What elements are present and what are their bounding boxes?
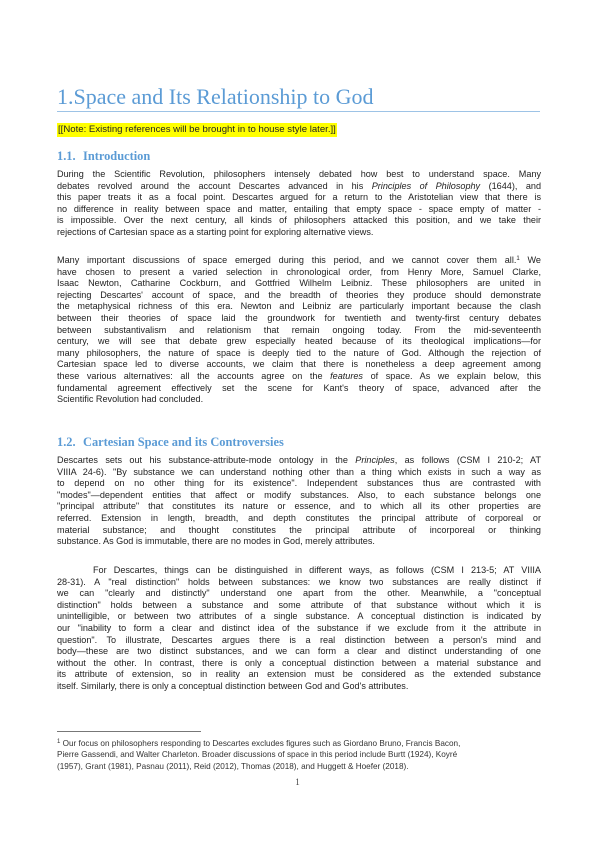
text-run: body—these are two distinct substances, and we can form a clear and distinct understanding of one (57, 646, 541, 657)
text-run: we can "clearly and distinctly" understand one apart from the other. Meanwhile, a "conceptual (57, 588, 541, 599)
text-run: between their theories of space laid the groundwork for twentieth and twenty-first century debates (57, 312, 541, 323)
text-line (57, 588, 541, 600)
footnote-separator (57, 731, 201, 732)
text-line (57, 192, 541, 204)
text-line (57, 313, 541, 325)
text-run: of space. As we explain below, this (362, 370, 541, 381)
page-number: 1 (295, 777, 300, 787)
text-run: no difference in reality between space and matter, entailing that empty space - space empty of matter - (57, 203, 541, 214)
text-line (57, 455, 541, 467)
text-line (57, 325, 541, 337)
text-line (57, 536, 541, 548)
text-run: century, we will see that debate grew especially heated because of its theological implications—for (57, 336, 541, 347)
text-line (57, 169, 541, 181)
text-line (57, 501, 541, 513)
text-run: to depend on no other thing for its existence". Independent substances thus are contrasted with (57, 478, 541, 489)
text-line (57, 278, 541, 290)
text-line (57, 267, 541, 279)
text-run: (1644), and (480, 180, 542, 191)
text-line (57, 635, 541, 647)
text-run: question". To illustrate, Descartes argues there is a real distinction between a person's mind and (57, 634, 541, 645)
text-run: our "inability to form a clear and distinct idea of the substance if we exclude from it the attribute in (57, 622, 541, 633)
text-line (57, 467, 541, 479)
text-run: many philosophers, the nature of space is deeply tied to the nature of God. Although the rejection of (57, 347, 541, 358)
text-line (57, 681, 541, 693)
text-run: 28-31). A "real distinction" holds between substances: we know two substances are really distinct if (57, 576, 541, 587)
italic-run: features (330, 370, 363, 381)
text-run: have chosen to present a varied selection in chronological order, from Henry More, Samuel Clarke, (57, 266, 541, 277)
text-line (93, 565, 541, 577)
text-line (57, 371, 541, 383)
text-run: this paper treats it as a focal point. Descartes argued for a return to the Aristotelian view that there is (57, 192, 541, 203)
text-run: Scientific Revolution had concluded. (57, 394, 204, 405)
text-line (57, 290, 541, 302)
section-title: Cartesian Space and its Controversies (83, 435, 284, 449)
text-run: debates revolved around the account Descartes advanced in his (57, 180, 372, 191)
text-run: itself. Similarly, there is only a conceptual distinction between God and God's attributes. (57, 680, 409, 691)
section-number: 1.2. (57, 435, 76, 449)
text-run: rejecting Descartes' account of space, and the breadth of theories they produce should demonstrate (57, 289, 541, 300)
text-run: substance. As God is immutable, there are no modes in God, merely attributes. (57, 536, 375, 547)
italic-run: Principles (355, 455, 395, 465)
text-run: distinction" holds between a substance and some attribute of that substance without which it is (57, 599, 541, 610)
text-run: Our focus on philosophers responding to Descartes excludes figures such as Giordano Bruno, Francis Bacon, (60, 739, 461, 748)
section-number: 1.1. (57, 149, 76, 163)
intro-paragraph-1 (57, 169, 541, 239)
text-line (57, 227, 541, 239)
footnote (57, 738, 541, 772)
text-run: Many important discussions of space emerged during this period, and we cannot cover them all. (57, 255, 517, 265)
text-line (57, 623, 541, 635)
text-run: , as follows (CSM I 210-2; AT (394, 455, 542, 465)
section-heading-introduction (57, 149, 150, 163)
cartesian-paragraph-2 (57, 565, 541, 693)
text-line (57, 255, 541, 267)
text-line (57, 348, 541, 360)
text-line (57, 336, 541, 348)
text-run: Descartes sets out his substance-attribute-mode ontology in the (57, 455, 356, 465)
text-line (57, 749, 541, 760)
text-line (57, 738, 541, 749)
text-line (57, 383, 541, 395)
text-run: Isaac Newton, Catharine Cockburn, and Gottfried Wilhelm Leibniz. These philosophers are united in (57, 278, 541, 289)
cartesian-paragraph-1 (57, 455, 541, 548)
section-heading-cartesian-space (57, 435, 284, 449)
text-line (57, 478, 541, 490)
text-run: For Descartes, things can be distinguished in different ways, as follows (CSM I 213-5; AT VIIIA (93, 565, 541, 575)
title-underline (57, 111, 540, 112)
section-title: Introduction (83, 149, 151, 163)
footnote-marker: 1 (57, 739, 61, 745)
text-run: unintelligible, or between two attributes of a single substance. A conceptual distinction is indicated by (57, 611, 541, 622)
text-line (57, 204, 541, 216)
text-line (57, 394, 541, 406)
text-line (57, 658, 541, 670)
italic-run: Principles of Philosophy (371, 180, 481, 191)
text-line (57, 646, 541, 658)
text-run: (1957), Grant (1981), Pasnau (2011), Reid (2012), Thomas (2018), and Huggett & Hoefer (2018). (57, 761, 409, 771)
footnote-reference[interactable]: 1 (516, 256, 520, 262)
text-run: between substantivalism and relationism that remain ongoing today. From the mid-seventeenth (57, 324, 541, 335)
text-run: the metaphysical richness of this era. Newton and Leibniz are particularly important because the clash (57, 301, 541, 312)
text-run: its attribute of extension, so in reality an extension must be considered as the extended substance (57, 669, 541, 680)
text-run: Cartesian space led to diverse accounts, we claim that there is nonetheless a deep agreement among (57, 359, 541, 370)
text-run: We (519, 255, 541, 265)
text-line (57, 761, 541, 772)
text-line (57, 600, 541, 612)
text-run: "principal attribute" that constitutes its nature or essence, and to which all its other properties are (57, 501, 541, 512)
text-run: Pierre Gassendi, and Walter Charleton. Broader discussions of space in this period include Burtt (1924), Koyré (57, 750, 458, 760)
text-line (57, 669, 541, 681)
text-line (57, 513, 541, 525)
text-run: During the Scientific Revolution, philosophers intensely debated how best to understand space. Many (57, 169, 541, 179)
text-line (57, 359, 541, 371)
text-line (57, 525, 541, 537)
text-line (57, 611, 541, 623)
text-run: fundamental agreement effectively set the scene for Kant's theory of space, advanced after the (57, 382, 541, 393)
text-run: material substance; and thought constitutes the principal attribute of incorporeal or thinking (57, 524, 541, 535)
text-line (57, 301, 541, 313)
text-run: without the other. In contrast, there is only a conceptual distinction between a material substance and (57, 657, 541, 668)
text-run: "modes"—dependent entities that affect or modify substances. Also, to each substance belongs one (57, 489, 541, 500)
intro-paragraph-2 (57, 255, 541, 406)
text-run: VIIIA 24-6). "By substance we can understand nothing other than a thing which exists in such a way as (57, 466, 541, 477)
text-run: rejections of Cartesian space as a starting point for exploring alternative views. (57, 226, 374, 237)
text-run: is impossible. Over the next century, all kinds of philosophers attacked this position, and we take their (57, 215, 541, 226)
text-line (57, 490, 541, 502)
text-line (57, 181, 541, 193)
page-title: 1.Space and Its Relationship to God (57, 84, 374, 109)
text-run: referred. Extension in length, breadth, and depth constitutes the principal attribute of corporeal or (57, 512, 541, 523)
text-line (57, 215, 541, 227)
text-line (57, 577, 541, 589)
editor-note-highlight: [[Note: Existing references will be brought in to house style later.]] (58, 124, 336, 135)
text-run: these various alternatives: all the accounts agree on the (57, 370, 331, 381)
